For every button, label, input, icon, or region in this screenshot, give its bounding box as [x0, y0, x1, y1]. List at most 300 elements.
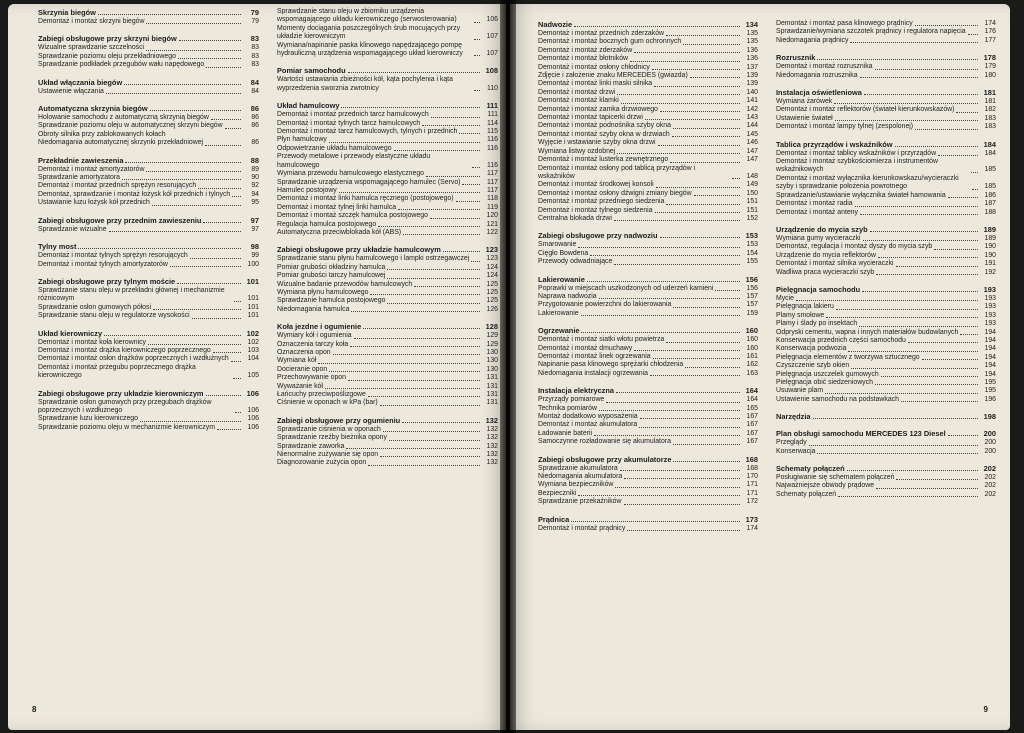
entry-title: Przygotowanie powierzchni do lakierowania [538, 301, 672, 309]
entry-title: Ładowanie baterii [538, 429, 593, 437]
page-ref: 106 [247, 415, 259, 423]
dot-leader [938, 155, 978, 156]
entry-title: Sprawdzanie osłon gumowych półosi [38, 303, 151, 311]
toc-entry [776, 106, 996, 114]
page-ref: 167 [746, 413, 758, 421]
entry-title: Sprawdzanie osłon gumowych przy przegubach drążków poprzecznych i wzdłużnego [38, 398, 212, 414]
dot-leader [670, 162, 740, 163]
page-ref: 151 [746, 198, 758, 206]
toc-entry [538, 30, 758, 38]
page-ref: 184 [984, 149, 996, 157]
dot-leader [430, 218, 480, 219]
entry-title: Sprawdzanie amortyzatora [38, 174, 120, 182]
page-ref: 157 [746, 292, 758, 300]
toc-entry [38, 399, 259, 416]
toc-entry [277, 341, 498, 349]
entry-title: Wyważanie kół [277, 382, 323, 390]
toc-section [538, 326, 758, 378]
toc-section [776, 88, 996, 132]
entry-title: Technika pomiarów [538, 404, 597, 412]
section-heading [38, 216, 259, 225]
page-ref: 190 [984, 243, 996, 251]
page-ref: 106 [247, 406, 259, 414]
entry-title: Wadliwa praca wycieraczki szyb [776, 268, 875, 276]
section-title: Pielęgnacja samochodu [776, 284, 861, 294]
dot-leader [673, 444, 740, 445]
page-ref: 86 [251, 114, 259, 122]
entry-title: Płyn hamulcowy [277, 136, 327, 144]
page-ref: 193 [984, 303, 996, 311]
dot-leader [895, 146, 978, 147]
entry-title: Sprawdzanie wizualne [38, 225, 107, 233]
toc-entry [38, 53, 259, 61]
dot-leader [234, 301, 241, 302]
dot-leader [206, 395, 241, 396]
toc-entry [776, 439, 996, 447]
toc-entry [776, 396, 996, 404]
dot-leader [225, 128, 241, 129]
dot-leader [106, 93, 241, 94]
entry-title: Przeglądy [776, 439, 807, 447]
toc-entry [538, 250, 758, 258]
page-ref: 131 [486, 382, 498, 390]
page-ref: 102 [247, 338, 259, 346]
dot-leader [860, 77, 978, 78]
page-ref: 79 [250, 8, 259, 17]
dot-leader [660, 111, 740, 112]
section-heading [776, 225, 996, 234]
page-ref: 101 [247, 303, 259, 311]
dot-leader [462, 184, 480, 185]
dot-leader [146, 23, 241, 24]
dot-leader [190, 258, 241, 259]
entry-title: Demontaż i montaż prądnicy [538, 524, 626, 532]
section-title: Skrzynia biegów [38, 8, 96, 17]
toc-entry [38, 347, 259, 355]
page-ref: 100 [247, 260, 259, 268]
entry-title: Konserwacja podwozia [776, 345, 847, 353]
page-ref: 160 [746, 344, 758, 352]
entry-title: Sprawdzanie stanu oleju w przekładni głównej i mechanizmie różnicowym [38, 286, 225, 303]
dot-leader [817, 59, 978, 60]
entry-title: Wymiana listwy ozdobnej [538, 147, 616, 155]
toc-entry [538, 131, 758, 139]
entry-title: Odpowietrzanie układu hamulcowego [277, 144, 392, 152]
entry-title: Sprawdzanie stanu płynu hamulcowego i lampki ostrzegawczej [277, 255, 470, 263]
book-gutter [500, 0, 516, 733]
dot-leader [620, 470, 740, 471]
section-title: Układ włączania biegów [38, 77, 123, 87]
page-ref: 107 [486, 50, 498, 58]
toc-entry [277, 349, 498, 357]
toc-entry [776, 448, 996, 456]
toc-entry [538, 190, 758, 198]
page-ref: 130 [486, 349, 498, 356]
dot-leader [325, 388, 480, 389]
page-ref: 103 [247, 346, 259, 354]
entry-title: Sprawdzanie poziomu oleju przekładniowego [38, 52, 176, 60]
section-heading [38, 34, 259, 43]
toc-entry [38, 139, 259, 147]
dot-leader [685, 367, 740, 368]
dot-leader [581, 332, 740, 333]
page-ref: 181 [984, 98, 996, 106]
dot-leader [152, 205, 241, 206]
page-ref: 107 [486, 33, 498, 41]
toc-entry [776, 474, 996, 482]
toc-entry [538, 156, 758, 164]
entry-title: Wizualne badanie przewodów hamulcowych [277, 280, 413, 288]
toc-section [277, 101, 498, 237]
page-ref: 151 [746, 206, 758, 214]
dot-leader [901, 401, 978, 402]
page-ref: 132 [486, 451, 498, 459]
page-ref: 117 [487, 178, 498, 186]
toc-section [38, 8, 259, 26]
section-title: Tablica przyrządów i wskaźników [776, 139, 893, 149]
toc-entry [776, 345, 996, 353]
section-heading [776, 140, 996, 149]
dot-leader [125, 162, 241, 163]
entry-title: Wymiana gumy wycieraczki [776, 234, 861, 242]
toc-entry [38, 252, 259, 260]
toc-section [776, 429, 996, 456]
dot-leader [630, 61, 740, 62]
toc-entry [277, 229, 498, 237]
toc-section [277, 8, 498, 58]
toc-entry [277, 136, 498, 144]
page-ref: 135 [746, 38, 758, 46]
dot-leader [915, 25, 978, 26]
dot-leader [838, 496, 978, 497]
toc-entry [538, 215, 758, 223]
page-ref: 97 [250, 215, 259, 225]
dot-leader [380, 405, 480, 406]
entry-title: Bezpieczniki [538, 489, 577, 497]
page-ref: 187 [984, 200, 996, 208]
toc-entry [277, 204, 498, 212]
page-ref: 135 [746, 30, 758, 37]
page-ref: 132 [486, 459, 498, 467]
entry-title: Automatyczna przeciwblokada kół (ABS) [277, 228, 402, 236]
page-ref: 186 [984, 191, 996, 199]
dot-leader [599, 410, 740, 411]
entry-title: Demontaż i montaż tarcz hamulcowych, tylnych i przednich [277, 128, 458, 136]
toc-entry [538, 80, 758, 88]
section-heading [38, 277, 259, 286]
section-title: Instalacja elektryczna [538, 386, 615, 396]
page-ref: 98 [250, 242, 259, 252]
entry-title: Wymiana płynu hamulcowego [277, 288, 369, 296]
toc-entry [277, 434, 498, 442]
page-ref: 179 [984, 63, 996, 71]
page-ref: 101 [247, 295, 259, 303]
page-ref: 143 [746, 114, 758, 122]
toc-entry [538, 336, 758, 344]
section-heading [538, 455, 758, 464]
section-title: Zabiegi obsługowe przy akumulatorze [538, 454, 672, 464]
toc-entry [277, 289, 498, 297]
toc-entry [538, 285, 758, 293]
toc-section [538, 386, 758, 446]
entry-title: Obroty silnika przy zablokowanych kołach [38, 130, 166, 138]
page-ref: 106 [486, 16, 498, 24]
page-ref: 160 [745, 326, 758, 336]
page-ref: 168 [746, 464, 758, 472]
toc-entry [277, 383, 498, 391]
section-heading [38, 78, 259, 87]
section-title: Tylny most [38, 242, 77, 252]
section-title: Zabiegi obsługowe przy nadwoziu [538, 231, 658, 241]
toc-entry [538, 473, 758, 481]
entry-title: Naprawa nadwozia [538, 292, 597, 300]
dot-leader [333, 354, 480, 355]
toc-entry [538, 361, 758, 369]
toc-entry [538, 293, 758, 301]
entry-title: Sprawdzanie stanu oleju w zbiorniku urządzenia wspomagającego układu kierowniczego (serwosterowania) [277, 8, 457, 24]
entry-title: Sprawdzanie luzu kierowniczego [38, 415, 138, 423]
toc-entry [38, 61, 259, 69]
page-ref: 142 [746, 105, 758, 113]
entry-title: Napinanie pasa klinowego sprężarki chłodzenia [538, 361, 684, 369]
toc-entry [538, 241, 758, 249]
dot-leader [616, 392, 740, 393]
dot-leader [850, 42, 978, 43]
toc-entry [776, 98, 996, 106]
page-ref: 94 [251, 190, 259, 198]
dot-leader [177, 283, 241, 284]
entry-title: Przechowywanie opon [277, 374, 346, 382]
toc-section [38, 389, 259, 433]
page-ref: 167 [746, 421, 758, 429]
dot-leader [672, 136, 740, 137]
dot-leader [627, 530, 740, 531]
dot-leader [474, 90, 480, 91]
toc-entry [538, 413, 758, 421]
section-heading [38, 242, 259, 251]
left-page-columns [38, 8, 498, 730]
page-ref: 106 [246, 388, 259, 398]
page-ref: 144 [746, 122, 758, 130]
section-title: Schematy połączeń [776, 464, 845, 474]
toc-entry [277, 111, 498, 119]
entry-title: Wizualne sprawdzanie szczelności [38, 44, 145, 52]
toc-entry [538, 165, 758, 182]
entry-title: Posługiwanie się schematem połączeń [776, 474, 895, 482]
dot-leader [732, 178, 740, 179]
entry-title: Nienormalne zużywanie się opon [277, 451, 379, 459]
page-ref: 83 [251, 52, 259, 60]
section-title: Prądnica [538, 514, 570, 524]
entry-title: Niedomagania rozrusznika [776, 71, 858, 79]
dot-leader [354, 338, 480, 339]
dot-leader [847, 470, 978, 471]
entry-title: Pielęgnacja uszczelek gumowych [776, 370, 879, 378]
page-ref: 130 [486, 357, 498, 365]
dot-leader [98, 14, 241, 15]
dot-leader [363, 328, 480, 329]
dot-leader [398, 209, 480, 210]
toc-entry [38, 415, 259, 423]
page-ref: 125 [486, 288, 498, 296]
page-ref: 165 [746, 404, 758, 412]
entry-title: Demontaż i montaż tablicy wskaźników i przyrządów [776, 149, 937, 157]
entry-title: Demontaż i montaż podnośnika szyby okna [538, 122, 671, 130]
page-ref: 157 [746, 301, 758, 309]
toc-entry [38, 339, 259, 347]
page-ref: 194 [984, 370, 996, 378]
dot-leader [587, 281, 740, 282]
toc-entry [277, 195, 498, 203]
entry-title: Wymiana przewodu hamulcowego elastycznego [277, 170, 425, 178]
entry-title: Najważniejsze obwody prądowe [776, 482, 875, 490]
toc-entry [776, 63, 996, 71]
dot-leader [813, 418, 978, 419]
entry-title: Pomiar grubości okładziny hamulca [277, 263, 386, 271]
entry-title: Wymiana kół [277, 357, 317, 365]
page-ref: 111 [487, 111, 498, 119]
page-ref: 202 [984, 490, 996, 498]
page-ref: 131 [486, 391, 498, 399]
dot-leader [621, 103, 740, 104]
section-title: Zabiegi obsługowe przy ogumieniu [277, 415, 401, 425]
section-title: Ogrzewanie [538, 326, 580, 336]
page-ref: 116 [487, 144, 498, 152]
dot-leader [653, 358, 740, 359]
toc-entry [776, 235, 996, 243]
dot-leader [581, 315, 740, 316]
section-heading [538, 231, 758, 240]
page-ref: 188 [984, 208, 996, 216]
toc-column [538, 20, 758, 730]
section-title: Układ hamulcowy [277, 101, 340, 111]
page-ref: 194 [984, 328, 996, 336]
dot-leader [864, 94, 978, 95]
dot-leader [896, 479, 978, 480]
page-ref: 172 [746, 498, 758, 506]
toc-entry [277, 255, 498, 263]
entry-title: Demontaż i montaż szybkościomierza i instrumentów wskaźnikowych [776, 158, 938, 174]
toc-entry [776, 269, 996, 277]
page-ref: 105 [247, 372, 259, 380]
toc-entry [776, 379, 996, 387]
dot-leader [389, 440, 480, 441]
toc-section [277, 245, 498, 314]
page-ref: 154 [746, 249, 758, 257]
page-ref: 119 [487, 203, 498, 211]
entry-title: Demontaż i montaż przednich zderzaków [538, 30, 665, 37]
toc-entry [538, 72, 758, 80]
toc-entry [538, 345, 758, 353]
dot-leader [896, 266, 978, 267]
section-heading [277, 322, 498, 331]
dot-leader [915, 129, 978, 130]
entry-title: Pomiar grubości tarczy hamulcowej [277, 272, 386, 280]
page-ref: 132 [486, 442, 498, 450]
entry-title: Pielęgnacja lakieru [776, 303, 834, 311]
entry-title: Docieranie opon [277, 365, 328, 373]
dot-leader [862, 291, 978, 292]
dot-leader [652, 69, 740, 70]
dot-leader [834, 103, 978, 104]
dot-leader [471, 261, 480, 262]
entry-title: Demontaż i montaż błotników [538, 55, 629, 63]
toc-entry [776, 329, 996, 337]
toc-entry [277, 426, 498, 434]
toc-entry [538, 198, 758, 206]
toc-section [38, 104, 259, 148]
dot-leader [231, 361, 241, 362]
entry-title: Konserwacja [776, 447, 816, 455]
entry-title: Niedomagania automatycznej skrzynki przekładniowej [38, 139, 204, 147]
entry-title: Oznaczenia opon [277, 349, 331, 356]
dot-leader [109, 231, 241, 232]
dot-leader [614, 220, 740, 221]
toc-entry [538, 207, 758, 215]
entry-title: Demontaż, sprawdzanie i montaż łożysk kół przednich i tylnych [38, 190, 231, 198]
dot-leader [402, 422, 480, 423]
section-heading [38, 104, 259, 113]
dot-leader [860, 214, 978, 215]
section-heading [776, 464, 996, 473]
toc-entry [277, 459, 498, 467]
entry-title: Sprawdzanie przekaźników [538, 498, 622, 506]
page-ref: 125 [486, 297, 498, 305]
dot-leader [956, 112, 978, 113]
entry-title: Demontaż i montaż dmuchawy [538, 344, 633, 352]
toc-entry [277, 76, 498, 93]
toc-entry [538, 301, 758, 309]
entry-title: Sprawdzanie ciśnienia w oponach [277, 425, 381, 433]
dot-leader [387, 269, 480, 270]
entry-title: Wymiana/napinanie paska klinowego napędzającego pompę hydrauliczną urządzenia wspomagającego układ kierowniczy [277, 41, 463, 58]
entry-title: Demontaż i montaż tapicerki drzwi [538, 114, 643, 122]
page-ref: 182 [984, 106, 996, 114]
page-ref: 148 [746, 172, 758, 180]
entry-title: Sprawdzanie/ustawianie wyłącznika świateł hamowania [776, 191, 946, 199]
page-ref: 132 [485, 415, 498, 425]
toc-entry [776, 20, 996, 28]
toc-section [538, 455, 758, 507]
entry-title: Wymiary kół i ogumienia [277, 332, 352, 340]
dot-leader [474, 55, 480, 56]
entry-title: Demontaż i montaż bocznych gum ochronnych [538, 38, 682, 46]
page-ref: 125 [486, 280, 498, 288]
toc-section [538, 231, 758, 266]
dot-leader [394, 150, 480, 151]
section-heading [38, 389, 259, 398]
page-ref: 200 [983, 429, 996, 439]
toc-section [776, 225, 996, 277]
dot-leader [624, 478, 740, 479]
page-ref: 136 [746, 55, 758, 63]
entry-title: Demontaż i montaż silnika wycieraczki [776, 260, 894, 268]
entry-title: Sprawdzanie hamulca postojowego [277, 297, 386, 305]
toc-section [776, 464, 996, 499]
toc-entry [38, 182, 259, 190]
page-ref: 178 [983, 53, 996, 63]
section-title: Rozrusznik [776, 53, 816, 63]
page-ref: 147 [746, 156, 758, 164]
entry-title: Demontaż i montaż tylnej linki hamulca [277, 203, 397, 211]
toc-entry [776, 150, 996, 158]
dot-leader [198, 188, 241, 189]
entry-title: Plamy i ślady po insektach [776, 320, 858, 328]
page-ref: 131 [486, 374, 498, 382]
page-ref: 189 [984, 234, 996, 242]
toc-entry [538, 55, 758, 63]
right-page [510, 4, 1010, 730]
